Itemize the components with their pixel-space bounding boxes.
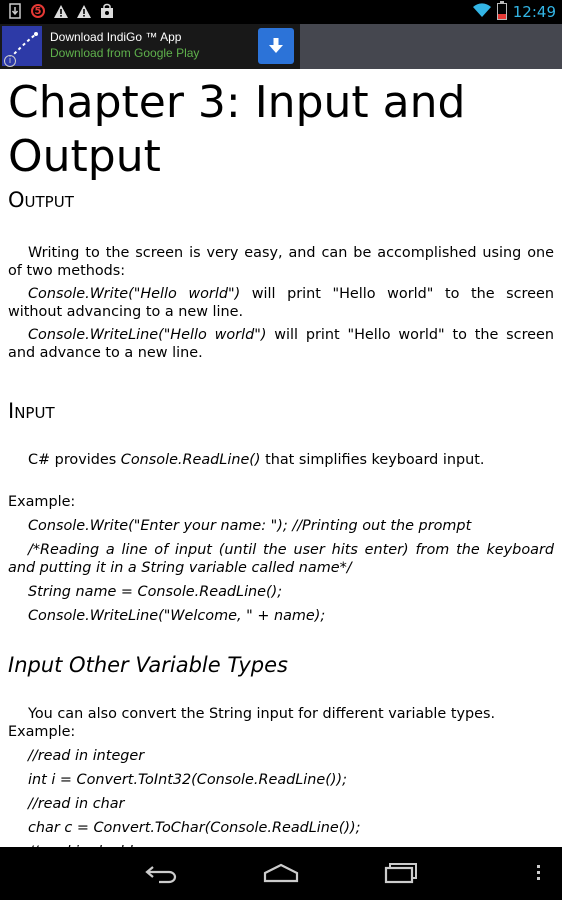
menu-icon[interactable]	[537, 865, 540, 880]
input-heading: Input	[8, 399, 55, 423]
ad-bar	[0, 24, 562, 69]
input-intro-pre: C# provides	[28, 452, 121, 468]
code-line: //read in char	[28, 796, 125, 812]
navigation-bar	[0, 847, 562, 900]
example-line: String name = Console.ReadLine();	[28, 584, 283, 600]
writeline-code: Console.WriteLine("Hello world")	[28, 327, 267, 343]
ad-subtitle: Download from Google Play	[50, 46, 200, 60]
example-label: Example:	[8, 494, 76, 510]
ad-download-button[interactable]	[258, 28, 294, 64]
write-desc: will print "Hello world" to the screen without advancing to a new line.	[8, 286, 554, 320]
chapter-title: Chapter 3: Input and Output	[8, 77, 466, 182]
write-code: Console.Write("Hello world")	[28, 286, 241, 302]
recent-apps-button[interactable]	[381, 859, 421, 887]
ad-title: Download IndiGo ™ App	[50, 30, 182, 44]
status-bar	[0, 0, 562, 24]
back-button[interactable]	[142, 859, 182, 887]
warning-icon[interactable]	[54, 3, 68, 19]
other-types-heading: Input Other Variable Types	[8, 653, 288, 677]
home-icon	[263, 863, 299, 883]
shopping-bag-icon[interactable]	[100, 3, 114, 19]
download-arrow-icon	[268, 37, 284, 55]
notification-count: 5	[34, 5, 42, 17]
example-line: /*Reading a line of input (until the user hits enter) from the keyboard and putting it in a String variable called name*/	[8, 542, 554, 576]
article-content[interactable]	[0, 69, 562, 847]
notification-count-badge[interactable]	[31, 4, 45, 18]
download-notification-icon[interactable]	[8, 3, 22, 19]
home-button[interactable]	[261, 859, 301, 887]
battery-fill	[498, 14, 506, 19]
example-line: Console.WriteLine("Welcome, " + name);	[28, 608, 326, 624]
code-line: char c = Convert.ToChar(Console.ReadLine());	[28, 820, 361, 836]
info-icon[interactable]: i	[4, 55, 16, 67]
input-intro-post: that simplifies keyboard input.	[260, 452, 485, 468]
code-line: int i = Convert.ToInt32(Console.ReadLine());	[28, 772, 347, 788]
battery-icon	[497, 3, 507, 20]
writeline-desc: will print "Hello world" to the screen and advance to a new line.	[8, 327, 554, 361]
back-icon	[145, 863, 179, 883]
wifi-icon	[473, 2, 491, 21]
write-paragraph	[8, 285, 554, 321]
output-heading: Output	[8, 188, 74, 212]
warning-icon-2[interactable]	[77, 3, 91, 19]
readline-code: Console.ReadLine()	[120, 452, 261, 468]
other-types-intro: You can also convert the String input for different variable types. Example:	[8, 706, 496, 740]
ad-banner[interactable]	[0, 24, 300, 69]
writeline-paragraph	[8, 326, 554, 362]
recent-apps-icon	[384, 862, 418, 884]
output-intro: Writing to the screen is very easy, and can be accomplished using one of two methods:	[8, 245, 554, 279]
input-intro	[8, 451, 554, 469]
clock: 12:49	[512, 2, 556, 21]
example-line: Console.Write("Enter your name: "); //Printing out the prompt	[28, 518, 472, 534]
code-line: //read in integer	[28, 748, 145, 764]
